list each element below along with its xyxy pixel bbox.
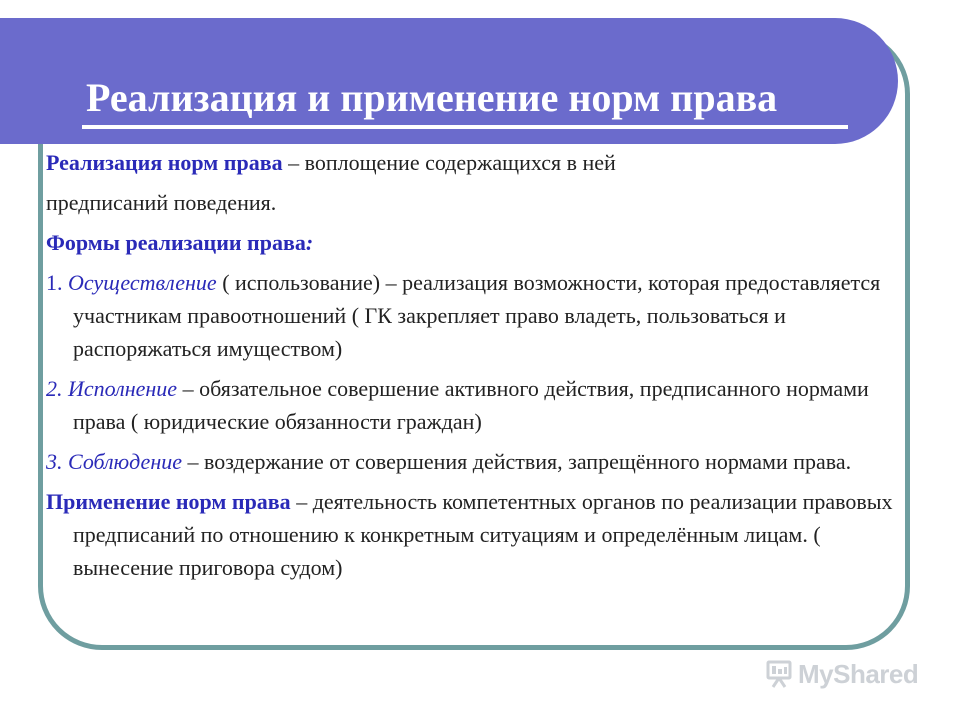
watermark	[766, 656, 918, 692]
definition-realization-continued: предписаний поведения.	[46, 190, 277, 215]
slide-body	[46, 146, 908, 591]
form-item-term: Соблюдение	[68, 449, 182, 474]
form-item-term: 2. Исполнение	[46, 376, 178, 401]
form-item-execution	[46, 266, 908, 365]
watermark-text: MyShared	[798, 658, 919, 689]
form-item-description: ( использование) – реализация возможности, которая предоставляется участникам правоотношений ( ГК закрепляет право владеть, пользоваться и распоряжаться имуществом)	[73, 270, 881, 361]
slide-title: Реализация и применение норм права	[86, 75, 778, 120]
forms-heading-colon: :	[305, 230, 314, 255]
definition-application	[46, 485, 908, 584]
title-underline	[82, 125, 848, 129]
form-item-fulfilment	[46, 372, 908, 438]
form-item-term: Осуществление	[68, 270, 217, 295]
form-item-number: 1.	[46, 270, 68, 295]
projector-screen-icon	[766, 659, 794, 689]
form-item-compliance	[46, 445, 908, 478]
form-item-description: – обязательное совершение активного действия, предписанного нормами права ( юридические обязанности граждан)	[73, 376, 869, 434]
forms-heading-text: Формы реализации права	[46, 230, 306, 255]
forms-heading	[46, 226, 908, 259]
form-item-description: – воздержание от совершения действия, запрещённого нормами права.	[182, 449, 852, 474]
definition-realization-text: – воплощение содержащихся в ней	[282, 150, 616, 175]
term-realization: Реализация норм права	[46, 150, 283, 175]
term-application: Применение норм права	[46, 489, 291, 514]
definition-realization	[46, 146, 908, 179]
definition-application-text: – деятельность компетентных органов по реализации правовых предписаний по отношению к конкретным ситуациям и определённым лицам. ( вынесение приговора судом)	[73, 489, 893, 580]
form-item-number: 3.	[46, 449, 68, 474]
